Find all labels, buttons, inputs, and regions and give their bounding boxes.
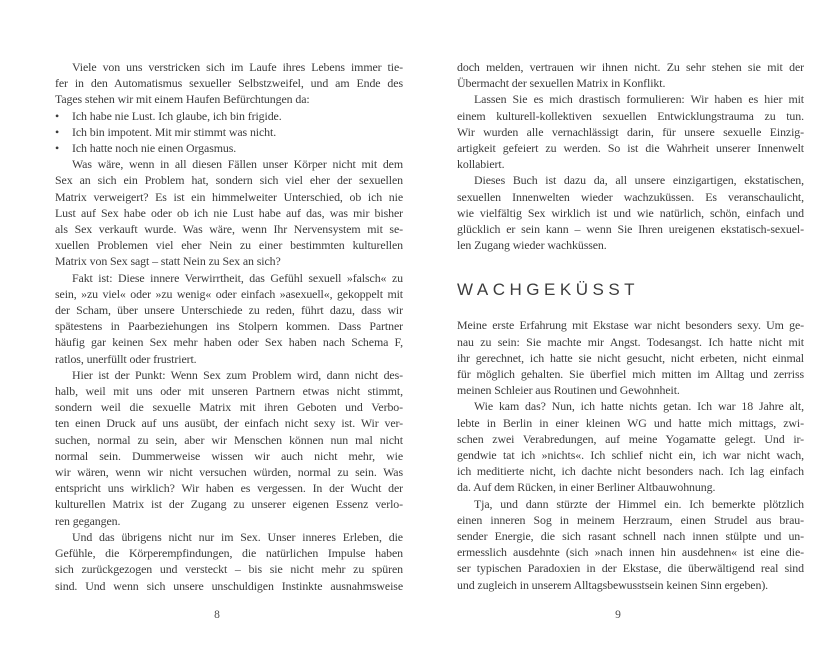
bullet-list xyxy=(55,108,403,157)
text-line: Viele von uns verstricken sich im Laufe ihres Lebens immer tie- xyxy=(72,60,403,74)
text-line: ser typischen Paradoxien in der Ekstase, die überwältigend real sind xyxy=(457,561,804,576)
page-number-right: 9 xyxy=(615,609,621,621)
text-line: kollabiert. xyxy=(457,157,505,172)
text-line: Gefühle, die Körperempfindungen, die natürlichen Impulse haben xyxy=(55,546,403,561)
text-line: einem kulturell-kollektiven sexuellen Entwicklungstrauma zu tun. xyxy=(457,108,804,123)
text-line: sind. Und wenn sich unsere unschuldigen Instinkte ausnahmsweise xyxy=(55,578,403,593)
text-line: Und das übrigens nicht nur im Sex. Unser inneres Erleben, die xyxy=(72,529,403,544)
text-line: ten einen Druck auf uns ausübt, der einfach nicht sexy ist. Wir ver- xyxy=(55,416,403,431)
text-line: Matrix von Sex sagt – statt Nein zu Sex an sich? xyxy=(55,254,281,269)
paragraph xyxy=(457,317,804,398)
text-line: schen zwei Verabredungen, auf meine Yogamatte gelegt. Und ir- xyxy=(457,431,804,446)
text-line: sich zurückgezogen und versteckt – bis sie nicht mehr zu spüren xyxy=(55,562,403,577)
paragraph xyxy=(55,59,403,108)
text-line: ihr gerechnet, ich hatte sie nicht gesucht, nicht erbeten, nicht einmal xyxy=(457,350,804,365)
text-line: ren gegangen. xyxy=(55,513,121,528)
text-line: Dieses Buch ist dazu da, all unsere einzigartigen, ekstatischen, xyxy=(474,173,804,188)
text-line: kulturellen Matrix ist der Zugang zu unserer eigenen Essenz verlo- xyxy=(55,497,403,512)
text-line: doch melden, vertrauen wir ihnen nicht. Zu sehr stehen sie mit der xyxy=(457,60,804,74)
text-line: Wir wurden alle vernachlässigt darin, für unsere sexuelle Einzig- xyxy=(457,124,804,139)
text-line: da. Auf dem Rücken, in einer Berliner Altbauwohnung. xyxy=(457,480,716,495)
bullet-icon: • xyxy=(55,141,60,156)
bullet-text: Ich hatte noch nie einen Orgasmus. xyxy=(72,141,237,156)
bullet-item xyxy=(55,124,403,140)
bullet-item xyxy=(55,108,403,124)
text-line: Übermacht der sexuellen Matrix in Konflikt. xyxy=(457,76,666,91)
page-left-text-block xyxy=(55,59,403,594)
text-line: Meine erste Erfahrung mit Ekstase war nicht besonders sexy. Um ge- xyxy=(457,318,804,333)
bullet-icon: • xyxy=(55,108,60,123)
text-line: nau zu sein: Sie machte mir Angst. Todesangst. Ich hatte nicht mit xyxy=(457,334,804,349)
text-line: spätestens in Paarbeziehungen ins Stolpern kommen. Dass Partner xyxy=(55,319,403,334)
text-line: normal sein. Dummerweise wissen wir auch nicht mehr, wie xyxy=(55,448,403,463)
text-line: Fakt ist: Diese innere Verwirrtheit, das Gefühl sexuell »falsch« zu xyxy=(72,270,403,285)
text-line: als Sex verkauft wurde. Was wäre, wenn Ihr Nervensystem mit se- xyxy=(55,222,403,237)
bullet-text: Ich bin impotent. Mit mir stimmt was nicht. xyxy=(72,124,277,139)
bullet-item xyxy=(55,140,403,156)
text-line: sein, »zu viel« oder »zu wenig« oder einfach »asexuell«, gekoppelt mit xyxy=(55,286,403,301)
text-line: meinen Schleier aus Routinen und Gewohnheit. xyxy=(457,383,680,398)
text-line: sexuellen Innenwelten wieder wachzuküssen. Es veranschaulicht, xyxy=(457,189,804,204)
text-line: für möglich gehalten. Sie überfiel mich mitten im Alltag und zerriss xyxy=(457,367,804,382)
page-number-left: 8 xyxy=(214,609,220,621)
text-line: len Zugang wieder wachküssen. xyxy=(457,238,607,253)
text-line: lebte in Berlin in einer kleinen WG und hatte mich mittags, zwi- xyxy=(457,415,804,430)
text-line: wie vielfältig Sex wirklich ist und wie natürlich, schön, einfach und xyxy=(457,205,804,220)
paragraph xyxy=(457,59,804,91)
paragraph xyxy=(457,172,804,253)
text-line: Sex an sich ein Problem hat, sondern sich viel eher der sexuellen xyxy=(55,173,403,188)
paragraph xyxy=(457,496,804,593)
paragraph xyxy=(55,529,403,594)
text-line: Matrix verweigert? Es ist ein himmelweiter Unterschied, ob ich nie xyxy=(55,189,403,204)
text-line: gendwie tat ich »nichts«. Ich schlief nicht ein, ich war nicht wach, xyxy=(457,448,804,463)
bullet-icon: • xyxy=(55,124,60,139)
text-line: glücklich er sein kann – wenn Sie Ihren ureigenen ekstatisch-sexuel- xyxy=(457,222,804,237)
text-line: Lassen Sie es mich drastisch formulieren: Wir haben es hier mit xyxy=(474,92,804,107)
paragraph xyxy=(55,270,403,367)
paragraph xyxy=(55,367,403,529)
text-line: entspricht uns wirklich? Wir haben es vergessen. In der Wucht der xyxy=(55,481,403,496)
text-line: halb, weil mit uns oder mit unseren Partnern etwas nicht stimmt, xyxy=(55,384,403,399)
text-line: Hier ist der Punkt: Wenn Sex zum Problem wird, dann nicht des- xyxy=(72,367,403,382)
text-line: artigkeit gefeiert zu werden. So ist die Wahrheit unserer Innenwelt xyxy=(457,141,804,156)
text-line: häufig gar keinen Sex mehr haben oder Sex haben nach Schema F, xyxy=(55,335,403,350)
text-line: und zugleich in unserem Alltagsbewusstsein keinen Sinn ergeben). xyxy=(457,577,769,592)
text-line: sender Energie, die sich rasant schnell nach innen stülpte und un- xyxy=(457,529,804,544)
paragraph xyxy=(55,156,403,269)
text-line: ratlos, unerfüllt oder frustriert. xyxy=(55,351,197,366)
text-line: xuellen Problemen viel eher Nein zu einer bestimmten kulturellen xyxy=(55,238,403,253)
text-line: fer in den Automatismus sexueller Selbstzweifel, und am Ende des xyxy=(55,76,403,91)
chapter-heading: WACHGEKÜSST xyxy=(457,280,640,300)
text-line: Wie kam das? Nun, ich hatte nichts getan. Ich war 18 Jahre alt, xyxy=(474,399,804,414)
text-line: ich meditierte nicht, ich dachte nicht besonders nach. Ich lag einfach xyxy=(457,464,804,479)
paragraph xyxy=(457,91,804,172)
text-line: der Scham, über unsere Unterschiede zu reden, führt dazu, dass wir xyxy=(55,303,403,318)
bullet-text: Ich habe nie Lust. Ich glaube, ich bin frigide. xyxy=(72,108,282,123)
text-line: Tja, und dann stürzte der Himmel ein. Ich bemerkte plötzlich xyxy=(474,496,804,511)
text-line: einen inneren Sog in meinem Herzraum, einen Strudel aus brau- xyxy=(457,512,804,527)
page-right-text-block xyxy=(457,59,804,593)
text-line: suchen, normal zu sein, aber wir Menschen können nun mal nicht xyxy=(55,432,403,447)
text-line: Lust auf Sex habe oder ob ich nie Lust habe auf das, was mir bisher xyxy=(55,205,403,220)
text-line: Was wäre, wenn in all diesen Fällen unser Körper nicht mit dem xyxy=(72,157,403,172)
text-line: Tages stehen wir mit einem Haufen Befürchtungen da: xyxy=(55,92,310,107)
text-line: sondern weil die sexuelle Matrix mit ihren Geboten und Verbo- xyxy=(55,400,403,415)
paragraph xyxy=(457,398,804,495)
text-line: wir wären, wenn wir nicht versuchen würden, normal zu sein. Was xyxy=(55,465,403,480)
text-line: ermesslich ausdehnte (sich »nach innen hin ausdehnen« ist eine die- xyxy=(457,545,804,560)
